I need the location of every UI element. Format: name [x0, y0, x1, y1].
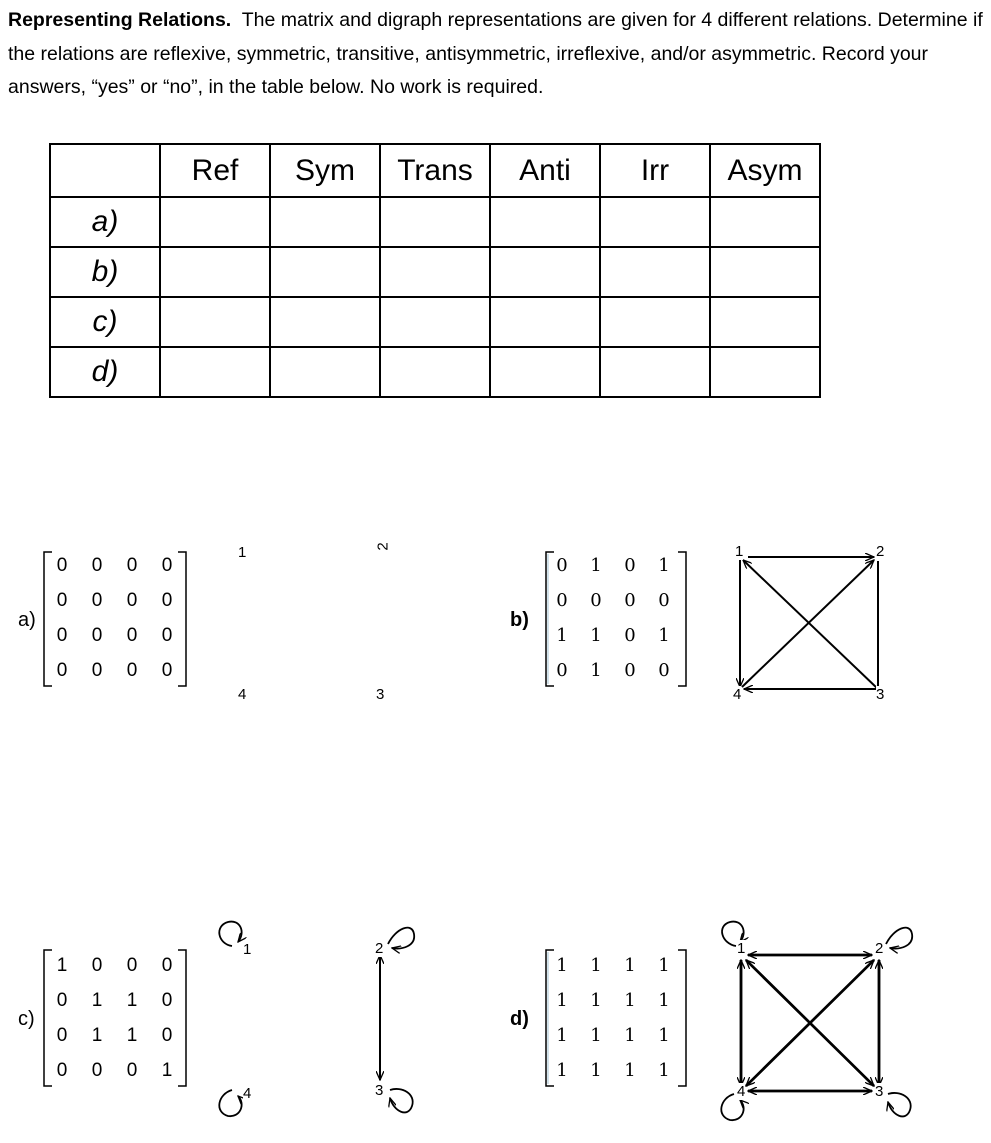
col-header-asym: Asym	[710, 144, 820, 197]
col-header-ref: Ref	[160, 144, 270, 197]
matrix-cell: 1	[624, 955, 636, 976]
node-3: 3	[876, 686, 885, 703]
matrix-cell: 1	[161, 1060, 173, 1081]
matrix-cell: 1	[590, 1060, 602, 1081]
loop-2	[886, 928, 912, 949]
matrix-cell: 0	[161, 955, 173, 976]
node-2: 2	[876, 543, 885, 560]
col-header-irr: Irr	[600, 144, 710, 197]
matrix-cell: 1	[590, 990, 602, 1011]
relation-a-label: a)	[18, 609, 36, 631]
matrix-cell: 1	[658, 990, 670, 1011]
matrix-cell: 0	[161, 990, 173, 1011]
node-4: 4	[243, 1085, 252, 1102]
matrix-cell: 0	[161, 660, 173, 681]
matrix-cell: 1	[590, 660, 602, 681]
matrix-cell: 0	[126, 555, 138, 576]
row-label-b: b)	[50, 247, 160, 297]
matrix-cell: 0	[91, 1060, 103, 1081]
node-4: 4	[238, 686, 247, 703]
matrix-cell: 0	[624, 660, 636, 681]
matrix-cell: 0	[126, 590, 138, 611]
matrix-cell: 0	[161, 590, 173, 611]
matrix-cell: 1	[556, 1060, 568, 1081]
matrix-cell: 0	[91, 590, 103, 611]
matrix-cell: 0	[91, 955, 103, 976]
matrix-cell: 0	[56, 555, 68, 576]
matrix-cell: 0	[624, 625, 636, 646]
node-1: 1	[737, 940, 746, 957]
matrix-cell: 0	[56, 1025, 68, 1046]
matrix-cell: 0	[91, 555, 103, 576]
matrix-cell: 0	[161, 1025, 173, 1046]
col-header-anti: Anti	[490, 144, 600, 197]
node-2: 2	[875, 940, 884, 957]
matrix-cell: 0	[624, 590, 636, 611]
matrix-cell: 1	[658, 555, 670, 576]
matrix-cell: 1	[590, 1025, 602, 1046]
node-1: 1	[243, 941, 252, 958]
col-header-sym: Sym	[270, 144, 380, 197]
matrix-cell: 0	[161, 625, 173, 646]
matrix-cell: 1	[126, 1025, 138, 1046]
relation-d-label: d)	[510, 1008, 529, 1030]
matrix-cell: 1	[658, 1060, 670, 1081]
matrix-cell: 1	[91, 990, 103, 1011]
matrix-cell: 1	[624, 990, 636, 1011]
node-4: 4	[733, 686, 742, 703]
col-header-trans: Trans	[380, 144, 490, 197]
matrix-cell: 0	[658, 660, 670, 681]
node-1: 1	[735, 543, 744, 560]
matrix-cell: 1	[590, 955, 602, 976]
node-3: 3	[875, 1083, 884, 1100]
matrix-cell: 1	[126, 990, 138, 1011]
matrix-cell: 0	[556, 660, 568, 681]
matrix-cell: 0	[56, 590, 68, 611]
matrix-cell: 1	[590, 625, 602, 646]
matrix-cell: 1	[624, 1025, 636, 1046]
matrix-cell: 0	[556, 590, 568, 611]
matrix-cell: 1	[658, 1025, 670, 1046]
matrix-cell: 0	[624, 555, 636, 576]
matrix-cell: 0	[126, 625, 138, 646]
node-3: 3	[375, 1082, 384, 1099]
matrix-cell: 0	[126, 1060, 138, 1081]
matrix-cell: 1	[556, 955, 568, 976]
node-1: 1	[238, 544, 247, 561]
matrix-cell: 0	[126, 660, 138, 681]
node-4: 4	[737, 1083, 746, 1100]
instructions-body: The matrix and digraph representations are given for 4 different relations. Determine if the relations are reflexive, symmetric, transitive, antisymmetric, irreflexive, and/or asymmetric. Record your answers, “yes” or “no”, in the table below. No work is required.	[8, 9, 983, 98]
matrix-cell: 0	[126, 955, 138, 976]
matrix-cell: 1	[590, 555, 602, 576]
matrix-cell: 1	[56, 955, 68, 976]
matrix-cell: 0	[56, 1060, 68, 1081]
row-label-c: c)	[50, 297, 160, 347]
matrix-cell: 1	[91, 1025, 103, 1046]
node-2: 2	[375, 940, 384, 957]
matrix-cell: 0	[91, 625, 103, 646]
matrix-cell: 0	[556, 555, 568, 576]
relation-b-label: b)	[510, 609, 529, 631]
row-label-a: a)	[50, 197, 160, 247]
matrix-cell: 1	[556, 990, 568, 1011]
matrix-cell: 0	[56, 990, 68, 1011]
matrix-cell: 1	[556, 625, 568, 646]
instructions-title: Representing Relations.	[8, 9, 232, 31]
matrix-cell: 0	[56, 660, 68, 681]
node-2: 2	[374, 542, 392, 551]
matrix-cell: 0	[590, 590, 602, 611]
loop-3	[888, 1093, 911, 1116]
matrix-cell: 0	[161, 555, 173, 576]
matrix-cell: 0	[56, 625, 68, 646]
matrix-cell: 1	[624, 1060, 636, 1081]
matrix-cell: 0	[658, 590, 670, 611]
relation-c-label: c)	[18, 1008, 35, 1030]
matrix-cell: 1	[556, 1025, 568, 1046]
matrix-cell: 1	[658, 955, 670, 976]
matrix-cell: 1	[658, 625, 670, 646]
matrix-cell: 0	[91, 660, 103, 681]
row-label-d: d)	[50, 347, 160, 397]
node-3: 3	[376, 686, 385, 703]
